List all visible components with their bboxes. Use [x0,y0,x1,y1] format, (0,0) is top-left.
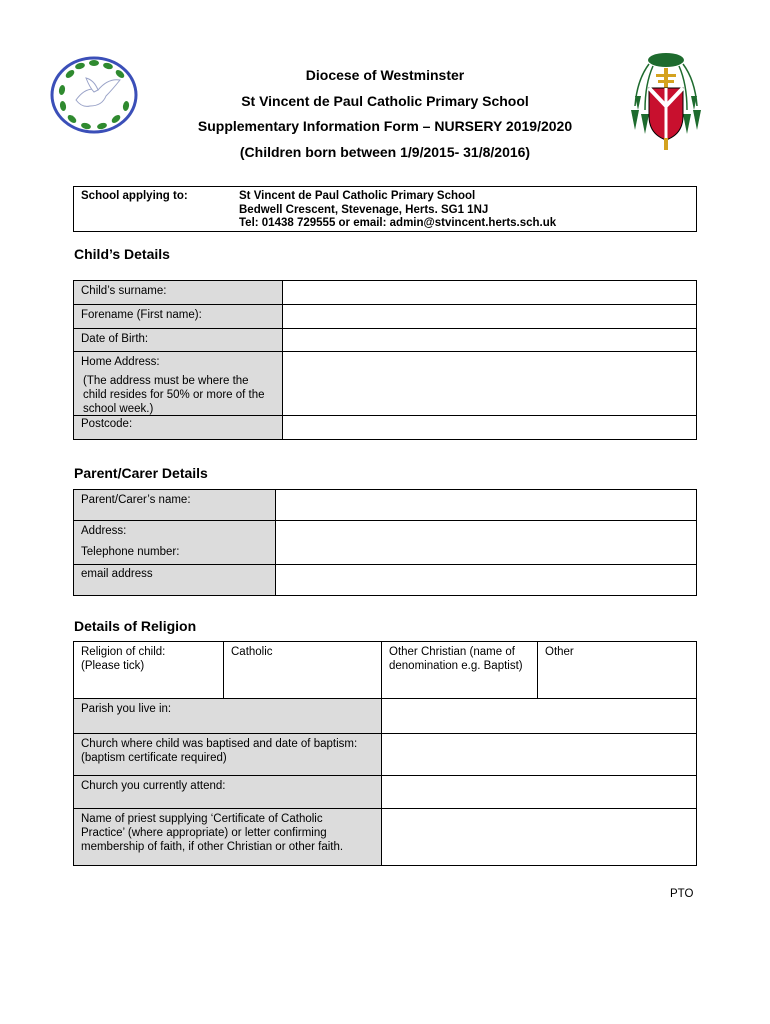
school-info-name: St Vincent de Paul Catholic Primary School [239,190,476,202]
diocese-title: Diocese of Westminster [305,67,465,83]
please-tick-text: (Please tick) [81,660,145,672]
school-applying-label: School applying to: [81,190,188,202]
religion-heading: Details of Religion [74,618,197,634]
other-religion-option[interactable]: Other [545,646,574,658]
priest-label: Name of priest supplying ‘Certificate of Catholic Practice’ (where appropriate) or letter confirming membership of faith, if other Christian or other faith. [81,813,344,853]
birth-range-title: (Children born between 1/9/2015- 31/8/2016) [239,144,531,160]
parent-email-field[interactable] [276,565,696,595]
postcode-field[interactable] [283,416,696,439]
parent-telephone-label: Telephone number: [81,546,180,558]
school-info-contact: Tel: 01438 729555 or email: admin@stvincent.herts.sch.uk [239,217,557,229]
child-forename-label: Forename (First name): [81,309,202,321]
home-address-note: (The address must be where the child resides for 50% or more of the school week.) [83,375,265,415]
other-christian-option[interactable]: Other Christian (name of denomination e.g. Baptist) [389,646,523,672]
parent-name-field[interactable] [276,490,696,520]
school-info-address: Bedwell Crescent, Stevenage, Herts. SG1 1NJ [239,203,489,216]
parish-field[interactable] [382,699,696,733]
baptised-field[interactable] [382,734,696,775]
parent-name-label: Parent/Carer’s name: [81,494,191,506]
child-surname-label: Child’s surname: [81,285,167,297]
parent-email-label: email address [81,568,153,580]
pto-text: PTO [670,888,694,900]
parent-details-heading: Parent/Carer Details [74,465,208,481]
religion-of-child-label [74,642,223,676]
baptised-label: Church where child was baptised and date of baptism: (baptism certificate required) [81,738,358,764]
school-title: St Vincent de Paul Catholic Primary School [241,93,529,109]
child-dob-label: Date of Birth: [81,333,149,345]
child-surname-field[interactable] [283,281,696,304]
child-details-heading: Child’s Details [74,246,170,262]
child-forename-field[interactable] [283,305,696,328]
postcode-label: Postcode: [81,418,133,430]
church-attend-label: Church you currently attend: [81,780,226,792]
parent-address-field[interactable] [276,521,696,564]
parent-address-label: Address: [81,525,127,537]
form-title: Supplementary Information Form – NURSERY 2019/2020 [197,118,573,134]
catholic-option[interactable]: Catholic [231,646,273,658]
church-attend-field[interactable] [382,776,696,808]
parish-label: Parish you live in: [81,703,172,715]
religion-of-child-text: Religion of child: [81,646,166,658]
home-address-label: Home Address: [81,356,160,368]
home-address-field[interactable] [283,352,696,415]
school-info [239,190,556,231]
priest-field[interactable] [382,809,696,865]
child-dob-field[interactable] [283,329,696,351]
